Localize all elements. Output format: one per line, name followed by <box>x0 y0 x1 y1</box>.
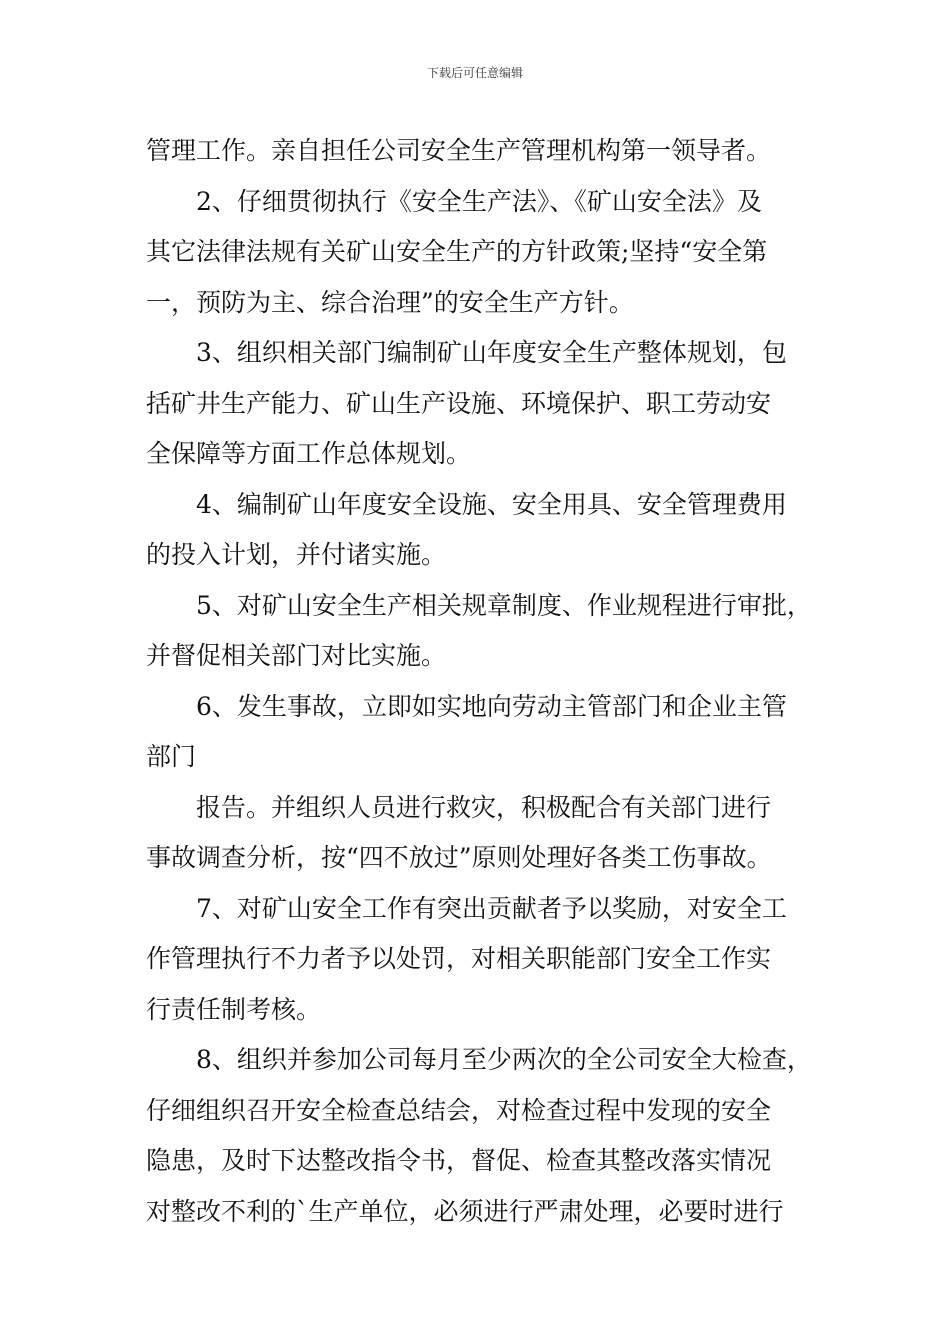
text-line-20: 仔细组织召开安全检查总结会，对检查过程中发现的安全 <box>146 1095 772 1125</box>
text-line-10: 5、对矿山安全生产相关规章制度、作业规程进行审批， <box>196 590 812 620</box>
text-line-4: 一，预防为主、综合治理”的安全生产方针。 <box>146 287 634 317</box>
text-line-7: 全保障等方面工作总体规划。 <box>146 439 472 468</box>
text-line-9: 的投入计划，并付诸实施。 <box>146 540 447 569</box>
text-line-5: 3、组织相关部门编制矿山年度安全生产整体规划，包 <box>196 338 787 367</box>
text-line-3: 其它法律法规有关矿山安全生产的方针政策;坚持“安全第 <box>146 237 768 266</box>
text-line-21: 隐患，及时下达整改指令书，督促、检查其整改落实情况 <box>146 1146 772 1175</box>
text-line-13: 部门 <box>146 742 197 771</box>
text-line-1: 管理工作。亲自担任公司安全生产管理机构第一领导者。 <box>146 136 772 165</box>
text-line-18: 行责任制考核。 <box>146 994 322 1024</box>
text-line-14: 报告。并组织人员进行救灾，积极配合有关部门进行 <box>196 792 772 822</box>
text-line-15: 事故调查分析，按“四不放过”原则处理好各类工伤事故。 <box>146 843 772 872</box>
page-header-note: 下载后可任意编辑 <box>426 66 523 80</box>
text-line-6: 括矿井生产能力、矿山生产设施、环境保护、职工劳动安 <box>146 388 772 418</box>
text-line-12: 6、发生事故，立即如实地向劳动主管部门和企业主管 <box>196 691 787 721</box>
text-line-16: 7、对矿山安全工作有突出贡献者予以奖励，对安全工 <box>196 893 787 923</box>
text-line-2: 2、仔细贯彻执行《安全生产法》、《矿山安全法》及 <box>196 186 762 216</box>
text-line-17: 作管理执行不力者予以处罚，对相关职能部门安全工作实 <box>146 944 772 973</box>
text-line-11: 并督促相关部门对比实施。 <box>146 641 447 670</box>
text-line-22: 对整改不利的`生产单位，必须进行严肃处理，必要时进行 <box>146 1196 784 1226</box>
text-line-19: 8、组织并参加公司每月至少两次的全公司安全大检查， <box>196 1045 812 1074</box>
text-line-8: 4、编制矿山年度安全设施、安全用具、安全管理费用 <box>196 489 787 519</box>
document-body <box>146 126 826 1237</box>
